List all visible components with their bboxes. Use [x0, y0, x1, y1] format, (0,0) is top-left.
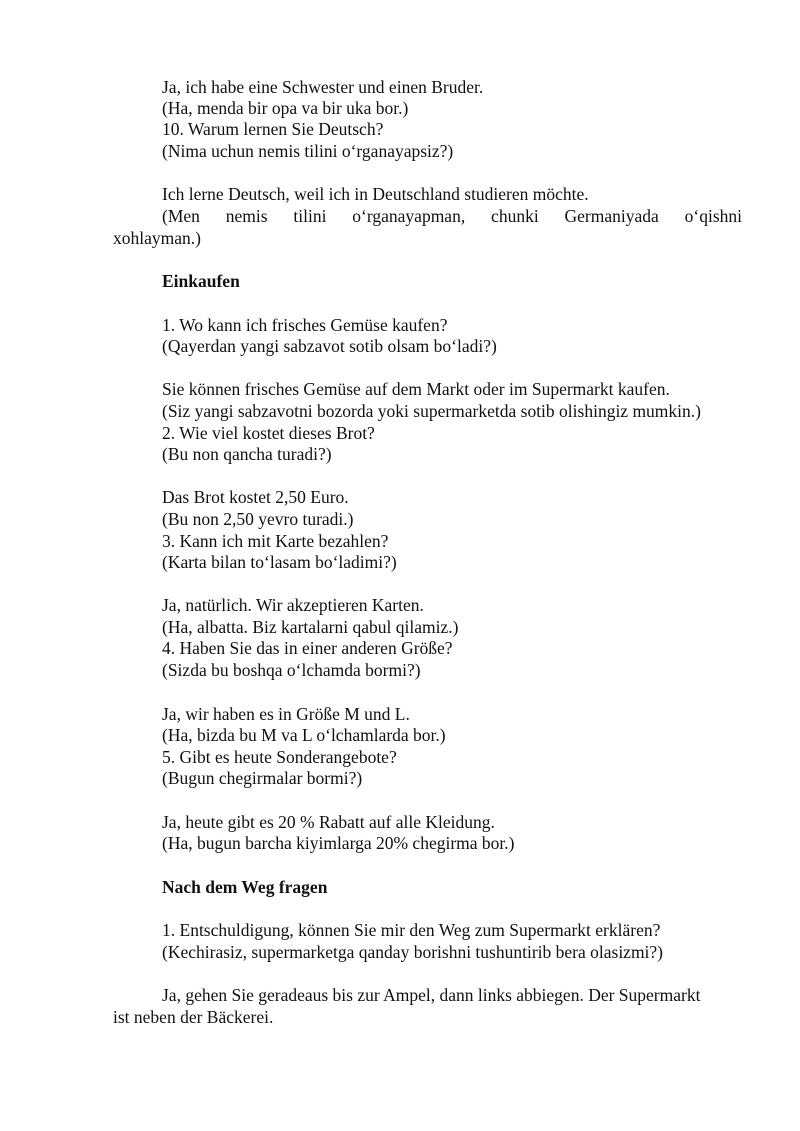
text-line: (Nima uchun nemis tilini o‘rganayapsiz?)	[162, 141, 454, 161]
text-line: 1. Wo kann ich frisches Gemüse kaufen?	[162, 315, 448, 335]
text-line: 2. Wie viel kostet dieses Brot?	[162, 423, 375, 443]
text-line: Sie können frisches Gemüse auf dem Markt oder im Supermarkt kaufen.	[162, 379, 670, 399]
text-line: Ja, gehen Sie geradeaus bis zur Ampel, dann links abbiegen. Der Supermarkt	[162, 985, 701, 1005]
text-line: (Sizda bu boshqa o‘lchamda bormi?)	[162, 660, 421, 680]
text-line: (Bu non 2,50 yevro turadi.)	[162, 509, 354, 529]
text-line: (Men nemis tilini o‘rganayapman, chunki Germaniyada o‘qishni	[162, 206, 742, 226]
text-line: (Siz yangi sabzavotni bozorda yoki supermarketda sotib olishingiz mumkin.)	[162, 401, 701, 421]
text-line: xohlayman.)	[113, 228, 201, 248]
text-line: Ja, heute gibt es 20 % Rabatt auf alle Kleidung.	[162, 812, 495, 832]
text-line: (Ha, albatta. Biz kartalarni qabul qilamiz.)	[162, 617, 459, 637]
text-line: (Karta bilan to‘lasam bo‘ladimi?)	[162, 552, 397, 572]
text-line: Ja, wir haben es in Größe M und L.	[162, 704, 410, 724]
section-heading-einkaufen: Einkaufen	[162, 271, 240, 291]
text-line: 4. Haben Sie das in einer anderen Größe?	[162, 638, 453, 658]
text-line: 5. Gibt es heute Sonderangebote?	[162, 747, 397, 767]
text-line: (Ha, bugun barcha kiyimlarga 20% chegirma bor.)	[162, 833, 515, 853]
text-line: (Qayerdan yangi sabzavot sotib olsam bo‘ladi?)	[162, 336, 497, 356]
text-line: (Ha, menda bir opa va bir uka bor.)	[162, 98, 409, 118]
text-line: 3. Kann ich mit Karte bezahlen?	[162, 531, 389, 551]
text-line: (Bugun chegirmalar bormi?)	[162, 768, 363, 788]
text-line: Ich lerne Deutsch, weil ich in Deutschland studieren möchte.	[162, 184, 589, 204]
text-line: Das Brot kostet 2,50 Euro.	[162, 487, 349, 507]
text-line: (Kechirasiz, supermarketga qanday borishni tushuntirib bera olasizmi?)	[162, 942, 664, 962]
text-line: Ja, ich habe eine Schwester und einen Bruder.	[162, 77, 484, 97]
section-heading-nach-dem-weg-fragen: Nach dem Weg fragen	[162, 877, 328, 897]
text-line: 10. Warum lernen Sie Deutsch?	[162, 119, 384, 139]
text-line: Ja, natürlich. Wir akzeptieren Karten.	[162, 595, 424, 615]
text-line: (Bu non qancha turadi?)	[162, 444, 332, 464]
text-line: ist neben der Bäckerei.	[113, 1007, 274, 1027]
text-line: 1. Entschuldigung, können Sie mir den Weg zum Supermarkt erklären?	[162, 920, 661, 940]
text-line: (Ha, bizda bu M va L o‘lchamlarda bor.)	[162, 725, 446, 745]
